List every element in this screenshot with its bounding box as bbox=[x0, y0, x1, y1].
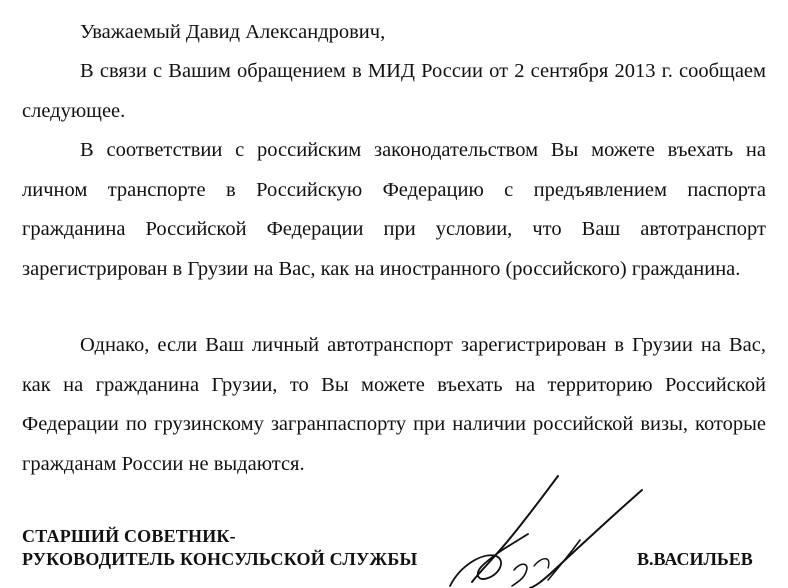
greeting: Уважаемый Давид Александрович, bbox=[80, 21, 386, 43]
signatory-title-line2: РУКОВОДИТЕЛЬ КОНСУЛЬСКОЙ СЛУЖБЫ bbox=[22, 549, 418, 569]
signatory-name: В.ВАСИЛЬЕВ bbox=[637, 549, 753, 569]
paragraph-request-reference: В связи с Вашим обращением в МИД России от 2 сентября 2013 г. сообщаем следующее. bbox=[22, 60, 766, 122]
signatory-title-line1: СТАРШИЙ СОВЕТНИК- bbox=[22, 526, 236, 546]
paragraph-entry-conditions: В соответствии с российским законодательством Вы можете въехать на личном транспорте в Российскую Федерацию с предъявлением паспорта гражданина Российской Федерации при условии, что Ваш автотранспорт зарегистрирован в Грузии на Вас, как на иностранного (российского) гражданина. bbox=[22, 139, 766, 280]
paragraph-georgian-registration: Однако, если Ваш личный автотранспорт зарегистрирован в Грузии на Вас, как на гражданина Грузии, то Вы можете въехать на территорию Российской Федерации по грузинскому загранпаспорту при наличии российской визы, которые гражданам России не выдаются. bbox=[22, 334, 766, 475]
handwritten-signature-icon bbox=[430, 470, 650, 588]
